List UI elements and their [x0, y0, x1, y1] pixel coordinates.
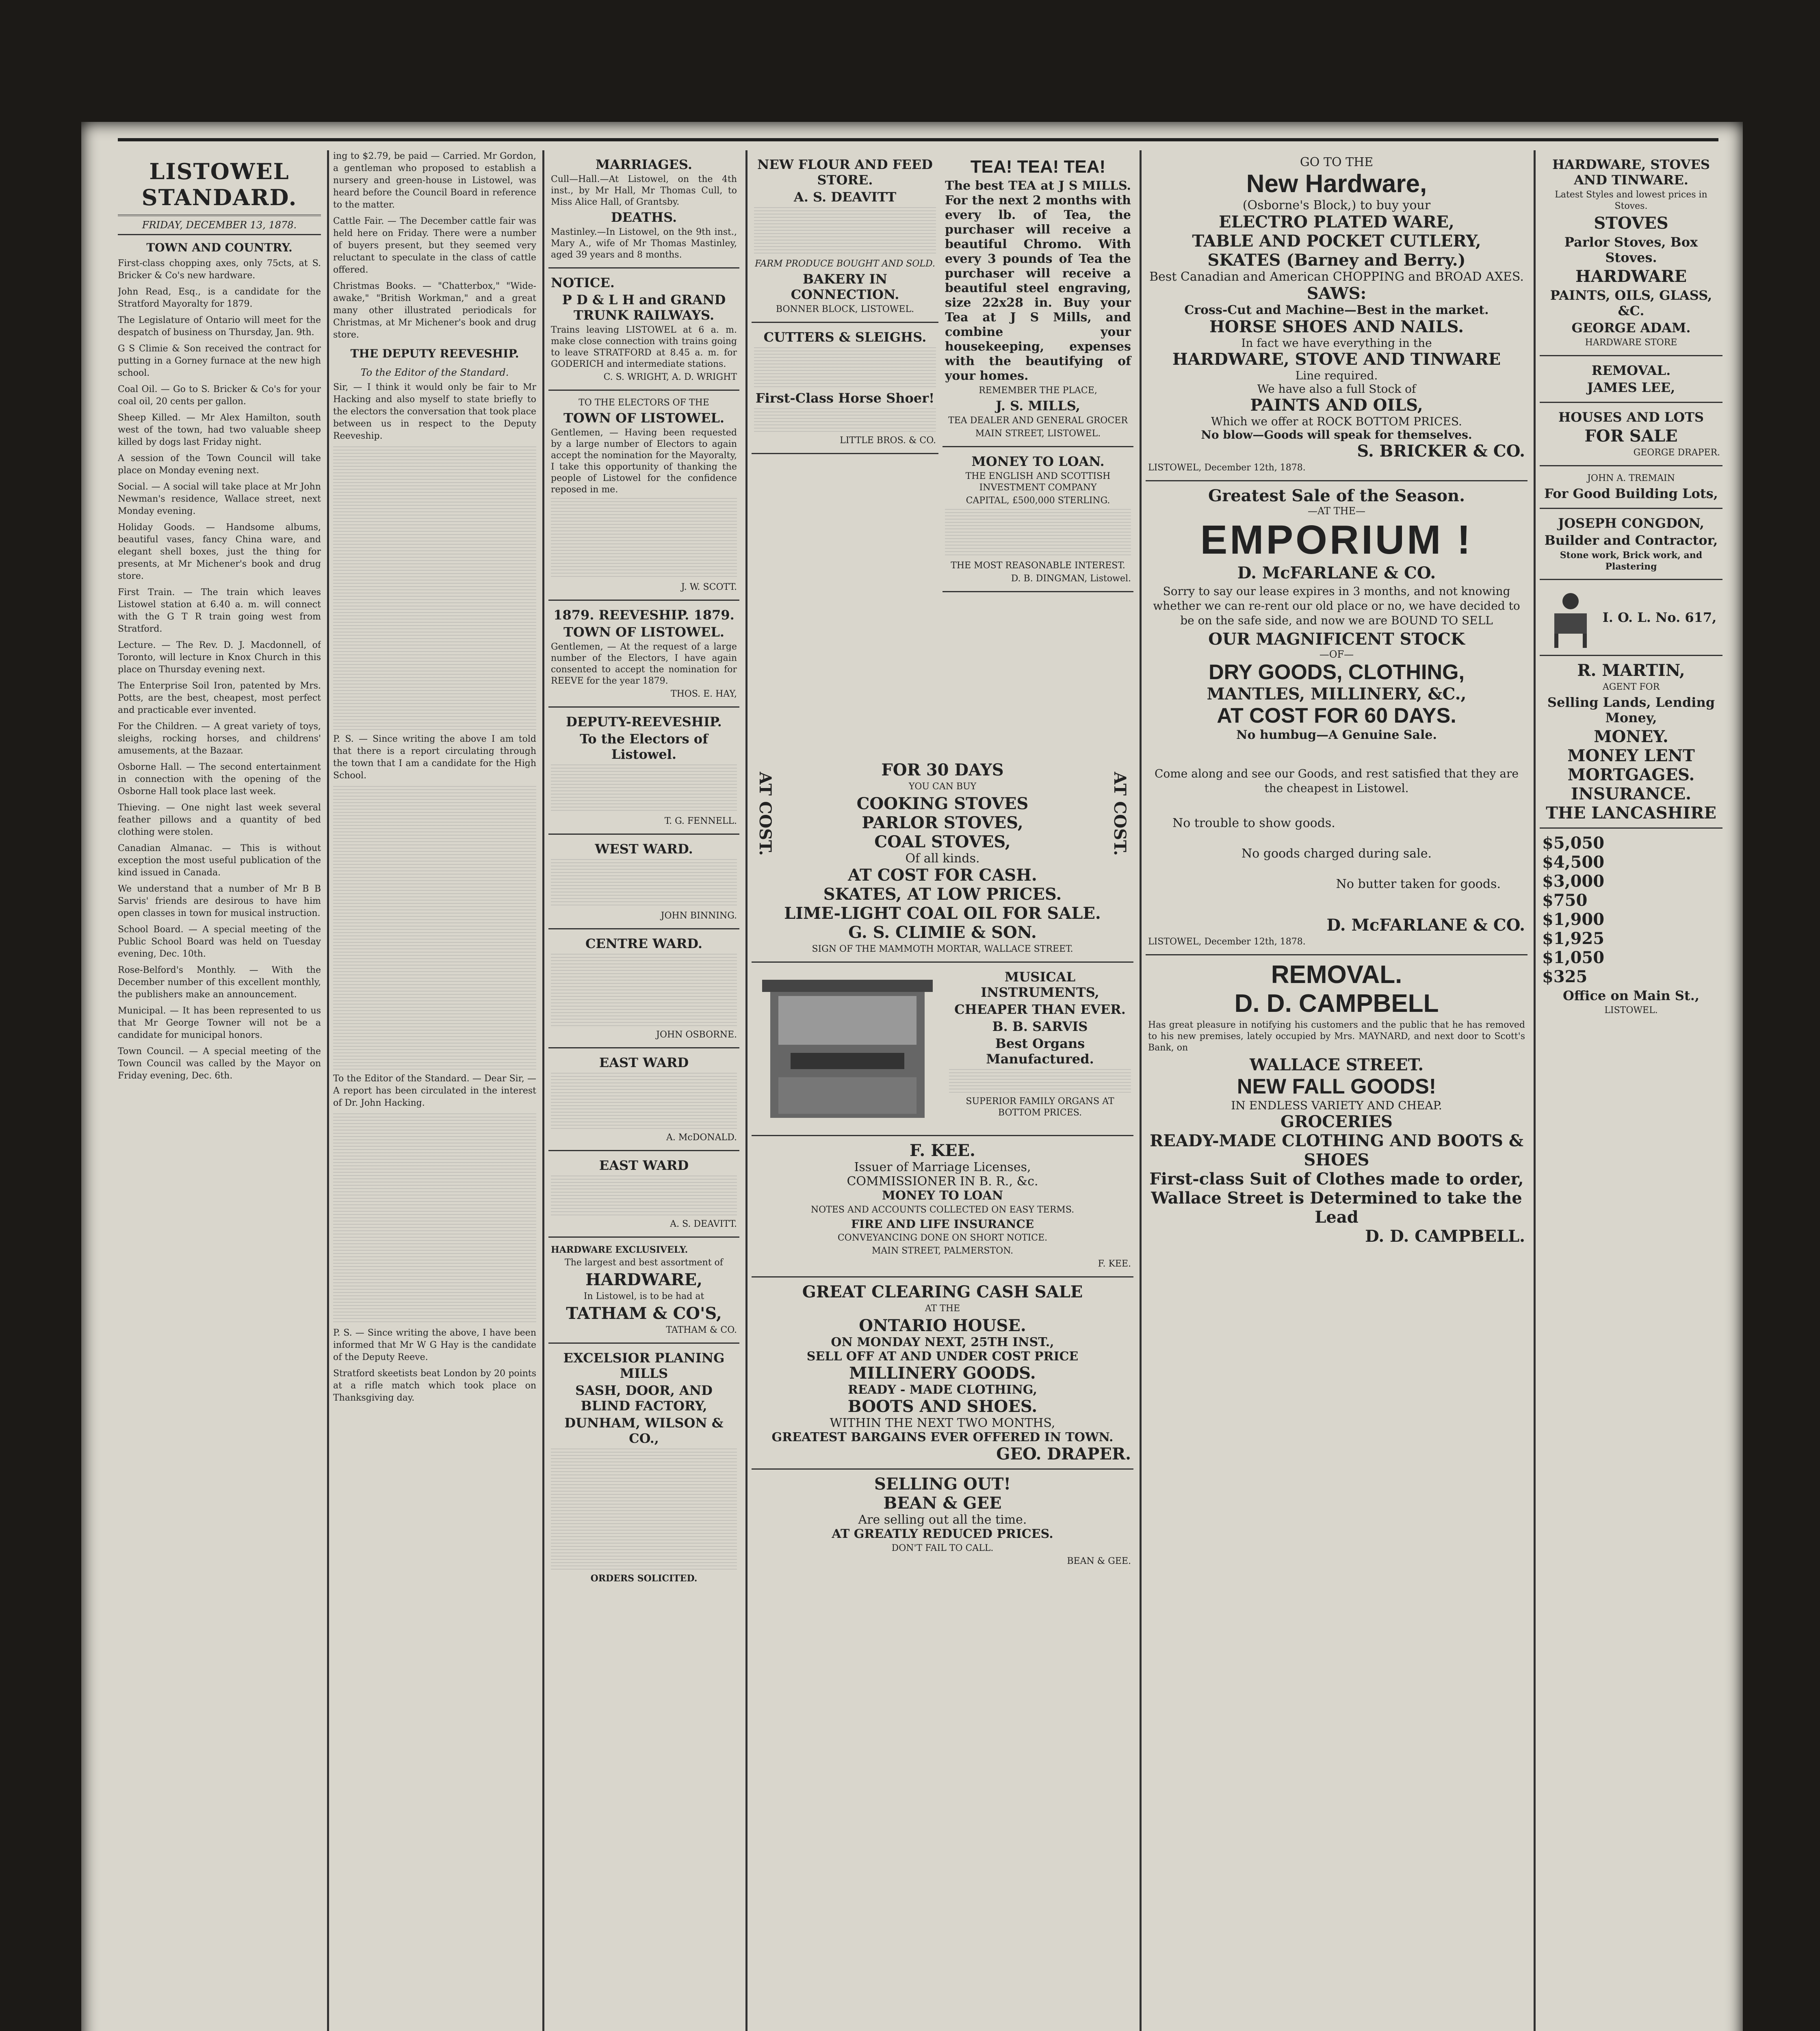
emporium-ad	[1146, 481, 1528, 955]
section-heading: THE DEPUTY REEVESHIP.	[350, 347, 519, 360]
heading: MONEY.	[1594, 727, 1668, 746]
sign: SIGN OF THE MAMMOTH MORTAR, WALLACE STREET.	[812, 944, 1073, 954]
land-prices	[1540, 829, 1722, 1023]
text-block	[551, 954, 737, 1027]
item: HARDWARE, STOVE AND TINWARE	[1172, 350, 1501, 369]
organ-text	[941, 968, 1131, 1130]
heading: BAKERY IN CONNECTION.	[791, 271, 899, 302]
column-7	[1540, 150, 1722, 2031]
news-item: Social. — A social will take place at Mr John Newman's residence, Wallace street, next Monday evening.	[118, 482, 321, 516]
heading: LIME-LIGHT COAL OIL FOR SALE.	[784, 904, 1101, 923]
heading: DUNHAM, WILSON & CO.,	[564, 1415, 724, 1446]
top-rule	[118, 138, 1718, 141]
flour-store-ad	[752, 150, 938, 323]
letter-postscript: P. S. — Since writing the above, I have been informed that Mr W G Hay is the candidate of the Deputy Reeve.	[333, 1328, 536, 1362]
railway-notice	[548, 268, 739, 391]
heading: EXCELSIOR PLANING MILLS	[563, 1350, 725, 1381]
bricker-hardware-ad	[1146, 150, 1528, 481]
column-1	[118, 150, 321, 2031]
sub: AT THE	[925, 1303, 960, 1314]
date: LISTOWEL, December 12th, 1878.	[1148, 463, 1306, 473]
date: LISTOWEL, December 12th, 1878.	[1148, 937, 1306, 947]
item: No blow—Goods will speak for themselves.	[1201, 428, 1472, 442]
heading: TOWN OF LISTOWEL.	[563, 410, 724, 426]
body: Has great pleasure in notifying his customers and the public that he has removed to his new premises, lately occupied by Mrs. MAYNARD, and next door to Scott's Bank, on	[1148, 1020, 1525, 1053]
sub: TEA DEALER AND GENERAL GROCER	[948, 416, 1128, 426]
ontario-house-ad	[752, 1277, 1133, 1470]
sub: Stone work, Brick work, and Plastering	[1560, 550, 1703, 572]
newspaper-page	[81, 122, 1743, 2031]
letter-subtitle: To the Editor of the Standard.	[360, 367, 509, 378]
signature: JOHN OSBORNE.	[656, 1030, 737, 1040]
price: $5,050	[1542, 834, 1605, 853]
sub: MONEY TO LOAN	[882, 1189, 1003, 1203]
heading: NEW FLOUR AND FEED STORE.	[757, 157, 933, 188]
sub: LISTOWEL.	[1604, 1005, 1658, 1016]
heading: B. B. SARVIS	[992, 1019, 1088, 1034]
news-item: Thieving. — One night last week several feather pillows and a quantity of bed clothing were stolen.	[118, 803, 321, 837]
orders: ORDERS SOLICITED.	[590, 1573, 698, 1584]
heading: GEORGE ADAM.	[1571, 320, 1691, 336]
kee-ad	[752, 1136, 1133, 1277]
loan-ad	[942, 447, 1133, 592]
heading: Office on Main St.,	[1563, 988, 1699, 1003]
martin-ad	[1540, 656, 1722, 829]
news-item: First Train. — The train which leaves Listowel station at 6.40 a. m. will connect with the G T R train going west from Stratford.	[118, 587, 321, 634]
wide-ads-area	[752, 756, 1133, 2031]
heading: To the Electors of Listowel.	[580, 731, 708, 762]
adam-hardware-ad	[1540, 150, 1722, 356]
heading: HARDWARE, STOVES AND TINWARE.	[1552, 157, 1710, 188]
heading: Wallace Street is Determined to take the Lead	[1151, 1189, 1522, 1227]
text-block	[333, 1113, 536, 1325]
capital: CAPITAL, £500,000 STERLING.	[966, 496, 1110, 506]
heading: MANTLES, MILLINERY, &C.,	[1207, 684, 1467, 704]
heading: First-Class Horse Shoer!	[755, 390, 935, 406]
body: Gentlemen, — Having been requested by a large number of Electors to again accept the nomination for the Mayoralty, I take this opportunity of thanking the people of Listowel for the confidence reposed in me.	[551, 428, 737, 495]
sarvis-organ-ad	[752, 963, 1133, 1136]
body: The best TEA at J S MILLS. For the next 2 months with every lb. of Tea, the purchaser will receive a beautiful Chromo. With every 3 pounds of Tea the purchaser will receive a beautiful steel engraving, size 22x28 in. Buy your Tea at J S Mills, and combine your housekeeping, expenses with the beautifying of your homes.	[945, 179, 1131, 383]
text-block	[551, 498, 737, 579]
sub: HARDWARE STORE	[1585, 338, 1677, 348]
news-item: Municipal. — It has been represented to us that Mr George Towner will not be a candidate for municipal honors.	[118, 1006, 321, 1040]
climie-stoves-ad	[752, 756, 1133, 963]
subheading: The largest and best assortment of	[565, 1258, 723, 1268]
produce: FARM PRODUCE BOUGHT AND SOLD.	[755, 259, 935, 269]
news-item: Holiday Goods. — Handsome albums, beautiful vases, fancy China ware, and elegant shell boxes, just the thing for presents, at Mr Michener's book and drug store.	[118, 522, 321, 581]
tea-ad	[942, 150, 1133, 447]
at-cost-right: AT COST.	[1110, 772, 1129, 856]
item: Best Canadian and American CHOPPING and BROAD AXES.	[1149, 270, 1524, 284]
signature: GEORGE DRAPER.	[1633, 448, 1720, 458]
news-item: Lecture. — The Rev. D. J. Macdonnell, of Toronto, will lecture in Knox Church in this place on Thursday evening next.	[118, 640, 321, 675]
signature: T. G. FENNELL.	[664, 816, 737, 826]
heading: First-class Suit of Clothes made to order,	[1149, 1169, 1524, 1189]
heading: SELLING OUT!	[874, 1475, 1011, 1494]
heading: CHEAPER THAN EVER.	[954, 1002, 1126, 1017]
marriages-notice	[548, 150, 739, 268]
heading: DRY GOODS, CLOTHING,	[1209, 660, 1465, 684]
heading: MONEY LENT	[1567, 746, 1695, 765]
text-block	[333, 446, 536, 731]
heading: Parlor Stoves, Box Stoves.	[1564, 234, 1698, 265]
item: SAWS:	[1306, 284, 1367, 303]
news-item: School Board. — A special meeting of the Public School Board was held on Tuesday evening, Dec. 10th.	[118, 925, 321, 959]
east-ward-address	[548, 1151, 739, 1238]
sub: JOHN A. TREMAIN	[1587, 473, 1675, 483]
heading: R. MARTIN,	[1577, 661, 1685, 680]
lee-ad	[1540, 356, 1722, 403]
stove-line: COOKING STOVES	[856, 794, 1029, 813]
heading: JOSEPH CONGDON,	[1558, 515, 1704, 531]
sub: Latest Styles and lowest prices in Stoves.	[1555, 190, 1707, 211]
news-item: John Read, Esq., is a candidate for the Stratford Mayoralty for 1879.	[118, 287, 321, 309]
column-divider	[745, 150, 748, 2031]
body: Trains leaving LISTOWEL at 6 a. m. make close connection with trains going to leave STRATFORD at 8.45 a. m. for GODERICH and intermediate stations.	[551, 325, 737, 369]
news-item: Osborne Hall. — The second entertainment in connection with the opening of the Osborne Hall took place last week.	[118, 762, 321, 797]
item: PAINTS AND OILS,	[1250, 396, 1423, 415]
column-2	[333, 150, 536, 2031]
heading: I. O. L. No. 617,	[1602, 610, 1717, 625]
signature: F. KEE.	[1098, 1259, 1131, 1269]
sub: No humbug—A Genuine Sale.	[1236, 728, 1437, 742]
section-heading: TOWN AND COUNTRY.	[146, 241, 292, 254]
heading: JAMES LEE,	[1587, 380, 1675, 395]
draper-lots-ad	[1540, 403, 1722, 466]
west-ward-address	[548, 835, 739, 929]
signature: GEO. DRAPER.	[996, 1444, 1131, 1464]
price: $3,000	[1542, 872, 1605, 891]
signature: TATHAM & CO.	[666, 1325, 737, 1335]
signature: JOHN BINNING.	[661, 911, 737, 921]
heading: MARRIAGES.	[595, 157, 693, 172]
item: TABLE AND POCKET CUTLERY,	[1192, 232, 1481, 251]
news-item: ing to $2.79, be paid — Carried. Mr Gordon, a gentleman who proposed to establish a nursery and green-house in Listowel, was heard before the Council Board in reference to the matter.	[333, 151, 536, 210]
heading: BOOTS AND SHOES.	[847, 1397, 1038, 1416]
signature: D. McFARLANE & CO.	[1326, 916, 1525, 935]
heading: CENTRE WARD.	[585, 936, 703, 951]
signature: BEAN & GEE.	[1067, 1556, 1131, 1566]
signature: C. S. WRIGHT, A. D. WRIGHT	[603, 372, 737, 382]
sub: READY - MADE CLOTHING,	[848, 1383, 1037, 1397]
sub: IN ENDLESS VARIETY AND CHEAP.	[1231, 1099, 1442, 1112]
signature: LITTLE BROS. & CO.	[840, 435, 936, 446]
body: Sorry to say our lease expires in 3 months, and not knowing whether we can re-rent our old place or no, we have decided to be on the safe side, and now we are BOUND TO SELL	[1153, 585, 1520, 627]
price: $1,900	[1542, 910, 1605, 929]
body: Mastinley.—In Listowel, on the 9th inst., Mary A., wife of Mr Thomas Mastinley, aged 39 years and 8 months.	[551, 227, 737, 260]
interest: THE MOST REASONABLE INTEREST.	[951, 561, 1125, 571]
subheading: In Listowel, is to be had at	[583, 1291, 704, 1301]
heading: EAST WARD	[599, 1158, 689, 1173]
signature: S. BRICKER & CO.	[1357, 442, 1525, 461]
heading: ONTARIO HOUSE.	[859, 1316, 1026, 1335]
item: Cross-Cut and Machine—Best in the market.	[1184, 303, 1489, 317]
price: $325	[1542, 967, 1588, 986]
letter-body: To the Editor of the Standard. — Dear Sir, — A report has been circulated in the interest of Dr. John Hacking.	[333, 1074, 536, 1108]
heading: J. S. MILLS,	[996, 398, 1080, 414]
item: Line required.	[1295, 369, 1378, 382]
column-divider	[1534, 150, 1536, 2031]
heading: D. D. CAMPBELL	[1234, 990, 1439, 1018]
address: BONNER BLOCK, LISTOWEL.	[776, 304, 914, 314]
sub: YOU CAN BUY	[908, 782, 977, 792]
sub: CONVEYANCING DONE ON SHORT NOTICE.	[837, 1233, 1048, 1243]
news-item: First-class chopping axes, only 75cts, at S. Bricker & Co's new hardware.	[118, 258, 321, 281]
text-block	[551, 764, 737, 813]
tatham-name: TATHAM & CO'S,	[566, 1304, 722, 1323]
news-item: Coal Oil. — Go to S. Bricker & Co's for your coal oil, 20 cents per gallon.	[118, 384, 321, 407]
tatham-hardware-ad	[548, 1238, 739, 1344]
heading: F. KEE.	[910, 1141, 975, 1160]
heading: FOR 30 DAYS	[881, 760, 1004, 779]
news-item: The Legislature of Ontario will meet for the despatch of business on Thursday, Jan. 9th.	[118, 315, 321, 338]
heading: THE LANCASHIRE	[1546, 803, 1716, 823]
masthead-title: LISTOWEL STANDARD.	[118, 150, 321, 216]
item: SKATES (Barney and Berry.)	[1207, 251, 1466, 270]
organ-engraving-icon	[754, 972, 941, 1126]
east-ward-address	[548, 1048, 739, 1151]
news-item: Cattle Fair. — The December cattle fair was held here on Friday. There were a number of buyers present, but they seemed very reluctant to speculate in the class of cattle offered.	[333, 216, 536, 275]
sub: (Osborne's Block,) to buy your	[1242, 198, 1431, 212]
news-item: For the Children. — A great variety of toys, sleighs, rocking horses, and childrens' amusements, at the Bazaar.	[118, 721, 321, 756]
column-divider	[327, 150, 329, 2031]
centre-ward-address	[548, 929, 739, 1048]
item: We have also a full Stock of	[1257, 382, 1416, 396]
planing-mills-ad	[548, 1344, 739, 1591]
news-item: G S Climie & Son received the contract for putting in a Gorney furnace at the new high school.	[118, 344, 321, 378]
heading: OUR MAGNIFICENT STOCK	[1208, 630, 1465, 649]
sub: —AT THE—	[1307, 505, 1366, 517]
sub: Are selling out all the time.	[858, 1513, 1027, 1527]
sub: Issuer of Marriage Licenses,	[854, 1160, 1031, 1174]
heading: DEATHS.	[611, 210, 677, 225]
body: Come along and see our Goods, and rest satisfied that they are the cheapest in Listowel.	[1154, 767, 1519, 795]
news-item: Town Council. — A special meeting of the Town Council was called by the Mayor on Friday evening, Dec. 6th.	[118, 1046, 321, 1081]
emporium-title: EMPORIUM !	[1200, 517, 1473, 563]
body: Cull—Hall.—At Listowel, on the 4th inst., by Mr Hall, Mr Thomas Cull, to Miss Alice Hall, of Grantsby.	[551, 174, 737, 207]
heading: GREAT CLEARING CASH SALE	[802, 1282, 1083, 1301]
heading: 1879. REEVESHIP. 1879.	[553, 607, 734, 623]
news-item: Rose-Belford's Monthly. — With the December number of this excellent monthly, the publishers make an announcement.	[118, 965, 321, 1000]
heading: HOUSES AND LOTS	[1558, 409, 1704, 425]
text-block	[754, 408, 936, 433]
sub: AGENT FOR	[1602, 682, 1660, 692]
text-block	[945, 509, 1131, 558]
news-item: Stratford skeetists beat London by 20 points at a rifle match which took place on Thanksgiving day.	[333, 1368, 536, 1403]
sub: MAIN STREET, PALMERSTON.	[871, 1246, 1014, 1256]
cutters-ad	[752, 323, 938, 454]
heading: MORTGAGES.	[1567, 765, 1695, 784]
letter-body: Sir, — I think it would only be fair to Mr Hacking and also myself to state briefly to the electors the conversation that took place between us in respect to the Deputy Reeveship.	[333, 382, 536, 441]
heading: FOR SALE	[1584, 427, 1678, 446]
news-item: Sheep Killed. — Mr Alex Hamilton, south west of the town, had two valuable sheep killed by dogs last Friday night.	[118, 413, 321, 447]
dateline: FRIDAY, DECEMBER 13, 1878.	[118, 216, 321, 235]
heading: NEW FALL GOODS!	[1237, 1075, 1436, 1098]
heading: PAINTS, OILS, GLASS, &C.	[1550, 288, 1712, 318]
heading: New Hardware,	[1246, 170, 1427, 198]
hay-address	[548, 601, 739, 708]
stove-line: COAL STOVES,	[874, 832, 1011, 851]
heading: WEST WARD.	[595, 841, 693, 857]
column-3	[548, 150, 739, 2031]
column-divider	[542, 150, 544, 2031]
sub: GO TO THE	[1300, 155, 1374, 169]
signature: A. S. DEAVITT.	[670, 1219, 737, 1229]
heading: DEPUTY-REEVESHIP.	[566, 714, 722, 730]
line: No butter taken for goods.	[1336, 877, 1501, 891]
news-item: A session of the Town Council will take place on Monday evening next.	[118, 453, 321, 476]
letter-postscript: P. S. — Since writing the above I am told that there is a report circulating through the town that I am a candidate for the High School.	[333, 734, 536, 781]
heading: Builder and Contractor,	[1544, 533, 1718, 548]
address: MAIN STREET, LISTOWEL.	[975, 429, 1101, 439]
fennell-address	[548, 708, 739, 835]
sub: Of all kinds.	[905, 851, 980, 866]
item: ELECTRO PLATED WARE,	[1219, 212, 1454, 232]
heading: G. S. CLIMIE & SON.	[848, 923, 1037, 942]
line: No goods charged during sale.	[1241, 847, 1432, 861]
heading: READY-MADE CLOTHING AND BOOTS & SHOES	[1150, 1131, 1523, 1169]
text-block	[551, 1073, 737, 1130]
bean-gee-ad	[752, 1470, 1133, 1574]
signature: THOS. E. HAY,	[670, 689, 737, 699]
news-item: The Enterprise Soil Iron, patented by Mrs. Potts, are the best, cheapest, most perfect and practicable ever invented.	[118, 681, 321, 715]
heading: CUTTERS & SLEIGHS.	[763, 329, 927, 345]
heading: EAST WARD	[599, 1055, 689, 1070]
horseman-icon	[1542, 585, 1599, 650]
heading: For Good Building Lots,	[1544, 486, 1718, 501]
item: In fact we have everything in the	[1241, 336, 1432, 350]
stove-line: PARLOR STOVES,	[862, 813, 1023, 832]
sub: GREATEST BARGAINS EVER OFFERED IN TOWN.	[771, 1430, 1114, 1444]
price: $4,500	[1542, 853, 1605, 872]
heading: SASH, DOOR, AND BLIND FACTORY,	[575, 1383, 713, 1414]
signature: D. B. DINGMAN, Listowel.	[1011, 574, 1131, 584]
news-item: Canadian Almanac. — This is without exception the most useful publication of the kind issued in Canada.	[118, 843, 321, 878]
heading: TEA! TEA! TEA!	[970, 157, 1106, 177]
column-divider	[1140, 150, 1142, 2031]
sub: ON MONDAY NEXT, 25TH INST.,	[831, 1335, 1054, 1349]
signature: A. McDONALD.	[666, 1132, 737, 1143]
sub: WITHIN THE NEXT TWO MONTHS,	[830, 1416, 1055, 1430]
heading: MUSICAL INSTRUMENTS,	[981, 969, 1099, 1000]
item: HORSE SHOES AND NAILS.	[1209, 317, 1464, 336]
sub: THE ENGLISH AND SCOTTISH INVESTMENT COMPANY	[965, 471, 1111, 493]
heading: BEAN & GEE	[883, 1494, 1002, 1513]
text-block	[949, 1069, 1131, 1093]
sub: AT GREATLY REDUCED PRICES.	[832, 1527, 1053, 1541]
text-block	[551, 859, 737, 908]
sub: SUPERIOR FAMILY ORGANS AT BOTTOM PRICES.	[966, 1096, 1114, 1118]
price: $1,925	[1542, 929, 1605, 948]
item: Which we offer at ROCK BOTTOM PRICES.	[1211, 415, 1462, 428]
heading: INSURANCE.	[1571, 784, 1692, 803]
campbell-ad	[1146, 955, 1528, 1251]
column-6	[1146, 150, 1528, 2031]
heading: Best Organs Manufactured.	[986, 1036, 1094, 1067]
heading: P D & L H and GRAND TRUNK RAILWAYS.	[562, 292, 726, 323]
heading: STOVES	[1594, 214, 1668, 233]
sub: —OF—	[1319, 649, 1354, 660]
heading: WALLACE STREET.	[1249, 1055, 1424, 1074]
congdon-ad	[1540, 509, 1722, 580]
heading: MONEY TO LOAN.	[971, 454, 1105, 469]
price: $750	[1542, 891, 1588, 910]
heading: Selling Lands, Lending Money,	[1547, 695, 1715, 725]
news-item: Christmas Books. — "Chatterbox," "Wide-awake," "British Workman," and a great many other illustrated periodicals for Christmas, at Mr Michener's book and drug store.	[333, 281, 536, 340]
heading: MILLINERY GOODS.	[849, 1364, 1036, 1383]
heading: AT COST FOR 60 DAYS.	[1217, 704, 1456, 728]
heading: REMOVAL.	[1591, 363, 1671, 378]
heading: Greatest Sale of the Season.	[1208, 486, 1465, 505]
text-block	[754, 207, 936, 256]
heading: HARDWARE EXCLUSIVELY.	[551, 1245, 688, 1255]
heading: GROCERIES	[1280, 1112, 1393, 1131]
sub: FIRE AND LIFE INSURANCE	[851, 1217, 1034, 1231]
signature: D. D. CAMPBELL.	[1365, 1227, 1525, 1246]
scott-address	[548, 391, 739, 601]
remember: REMEMBER THE PLACE,	[979, 385, 1097, 396]
sub: COMMISSIONER IN B. R., &c.	[847, 1174, 1038, 1189]
news-item: We understand that a number of Mr B B Sarvis' friends are desirous to have him open classes in town for musical instruction.	[118, 884, 321, 918]
heading: NOTICE.	[551, 275, 615, 290]
heading: REMOVAL.	[1271, 961, 1402, 989]
sub: DON'T FAIL TO CALL.	[891, 1543, 994, 1553]
tremain-ad	[1540, 466, 1722, 509]
at-cost-left: AT COST.	[756, 772, 775, 856]
sub: NOTES AND ACCOUNTS COLLECTED ON EASY TERMS.	[810, 1205, 1075, 1215]
heading: HARDWARE	[1575, 267, 1687, 286]
heading: AT COST FOR CASH.	[848, 866, 1037, 885]
text-block	[551, 1449, 737, 1570]
signature: J. W. SCOTT.	[681, 582, 737, 592]
text-block	[754, 347, 936, 388]
hardware-title: HARDWARE,	[585, 1270, 702, 1289]
sub: SELL OFF AT AND UNDER COST PRICE	[806, 1349, 1079, 1364]
heading: TO THE ELECTORS OF THE	[578, 398, 709, 408]
body: Gentlemen, — At the request of a large number of the Electors, I have again consented to accept the nomination for REEVE for the year 1879.	[551, 642, 737, 686]
heading: D. McFARLANE & CO.	[1237, 563, 1436, 582]
text-block	[551, 1176, 737, 1216]
text-block	[333, 786, 536, 1070]
price: $1,050	[1542, 948, 1605, 967]
heading: SKATES, AT LOW PRICES.	[823, 885, 1062, 904]
heading: TOWN OF LISTOWEL.	[563, 624, 724, 640]
heading: A. S. DEAVITT	[793, 189, 897, 205]
line: No trouble to show goods.	[1172, 816, 1335, 830]
lodge-notice	[1540, 580, 1722, 656]
